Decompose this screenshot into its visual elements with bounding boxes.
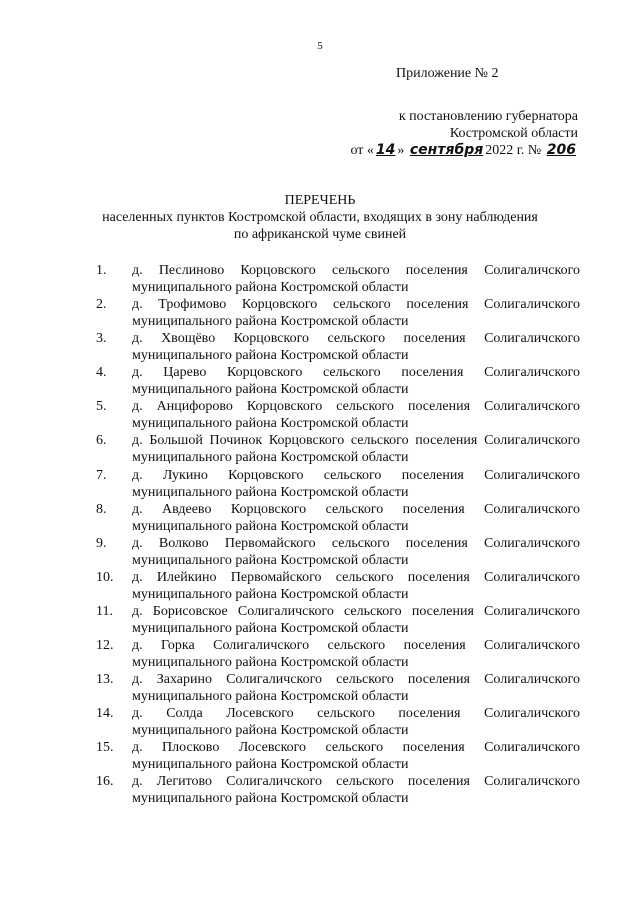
list-item [96, 432, 580, 466]
list-item [96, 705, 580, 739]
date-mid: » [397, 143, 405, 158]
list-item [96, 773, 580, 807]
item-number: 14. [96, 706, 114, 722]
decree-line-1: к постановлению губернатора [398, 109, 578, 124]
item-number: 4. [96, 365, 107, 381]
page-number: 5 [317, 40, 323, 52]
item-text: д. Большой Починок Корцовского сельского поселения Солигаличского муниципального района Костромской области [132, 433, 580, 466]
item-text: д. Хвощёво Корцовского сельского поселения Солигаличского муниципального района Костромской области [132, 331, 580, 364]
item-number: 3. [96, 331, 107, 347]
item-text: д. Анцифорово Корцовского сельского поселения Солигаличского муниципального района Костромской области [132, 399, 580, 432]
item-number: 10. [96, 569, 114, 585]
decree-reference [278, 108, 578, 159]
item-text: д. Песлиново Корцовского сельского поселения Солигаличского муниципального района Костромской области [132, 263, 580, 295]
item-number: 1. [96, 263, 107, 278]
date-prefix: от « [350, 143, 374, 158]
item-number: 12. [96, 638, 114, 654]
document-subtitle-line-2: по африканской чуме свиней [233, 227, 407, 242]
list-item [96, 603, 580, 637]
list-item [96, 467, 580, 501]
list-item [96, 364, 580, 398]
decree-line-2: Костромской области [449, 126, 578, 141]
item-text: д. Илейкино Первомайского сельского поселения Солигаличского муниципального района Костромской области [132, 569, 580, 602]
item-number: 11. [96, 603, 113, 619]
item-text: д. Борисовское Солигаличского сельского поселения Солигаличского муниципального района Костромской области [132, 603, 580, 636]
appendix-title: Приложение № 2 [396, 66, 499, 81]
item-text: д. Легитово Солигаличского сельского поселения Солигаличского муниципального района Костромской области [132, 774, 580, 807]
item-number: 5. [96, 399, 107, 415]
item-number: 15. [96, 740, 114, 756]
list-item [96, 296, 580, 330]
list-item [96, 398, 580, 432]
item-number: 2. [96, 297, 107, 313]
item-text: д. Горка Солигаличского сельского поселения Солигаличского муниципального района Костромской области [132, 638, 580, 671]
list-item [96, 569, 580, 603]
decree-day: 14 [375, 142, 396, 158]
list-item [96, 262, 580, 296]
decree-month: сентября [409, 142, 484, 158]
item-text: д. Лукино Корцовского сельского поселения Солигаличского муниципального района Костромской области [132, 467, 580, 500]
item-text: д. Солда Лосевского сельского поселения Солигаличского муниципального района Костромской области [132, 706, 580, 739]
item-number: 6. [96, 433, 107, 449]
item-number: 8. [96, 501, 107, 517]
item-number: 7. [96, 467, 107, 483]
item-text: д. Волково Первомайского сельского поселения Солигаличского муниципального района Костромской области [132, 535, 580, 568]
list-item [96, 671, 580, 705]
item-text: д. Царево Корцовского сельского поселения Солигаличского муниципального района Костромской области [132, 365, 580, 398]
list-item [96, 739, 580, 773]
item-text: д. Трофимово Корцовского сельского поселения Солигаличского муниципального района Костромской области [132, 297, 580, 330]
document-subtitle-line-1: населенных пунктов Костромской области, входящих в зону наблюдения [102, 210, 538, 225]
item-text: д. Авдеево Корцовского сельского поселения Солигаличского муниципального района Костромской области [132, 501, 580, 534]
decree-number: 206 [546, 142, 576, 158]
decree-date-line [278, 142, 578, 159]
item-text: д. Захарино Солигаличского сельского поселения Солигаличского муниципального района Костромской области [132, 672, 580, 705]
item-number: 13. [96, 672, 114, 688]
list-item [96, 535, 580, 569]
list-item [96, 330, 580, 364]
year-suffix: 2022 г. № [485, 143, 542, 158]
item-number: 9. [96, 535, 107, 551]
list-item [96, 637, 580, 671]
settlement-list [96, 262, 580, 808]
list-item [96, 501, 580, 535]
item-text: д. Плосково Лосевского сельского поселения Солигаличского муниципального района Костромской области [132, 740, 580, 773]
document-heading [60, 192, 580, 243]
item-number: 16. [96, 774, 114, 790]
document-title: ПЕРЕЧЕНЬ [284, 193, 356, 208]
